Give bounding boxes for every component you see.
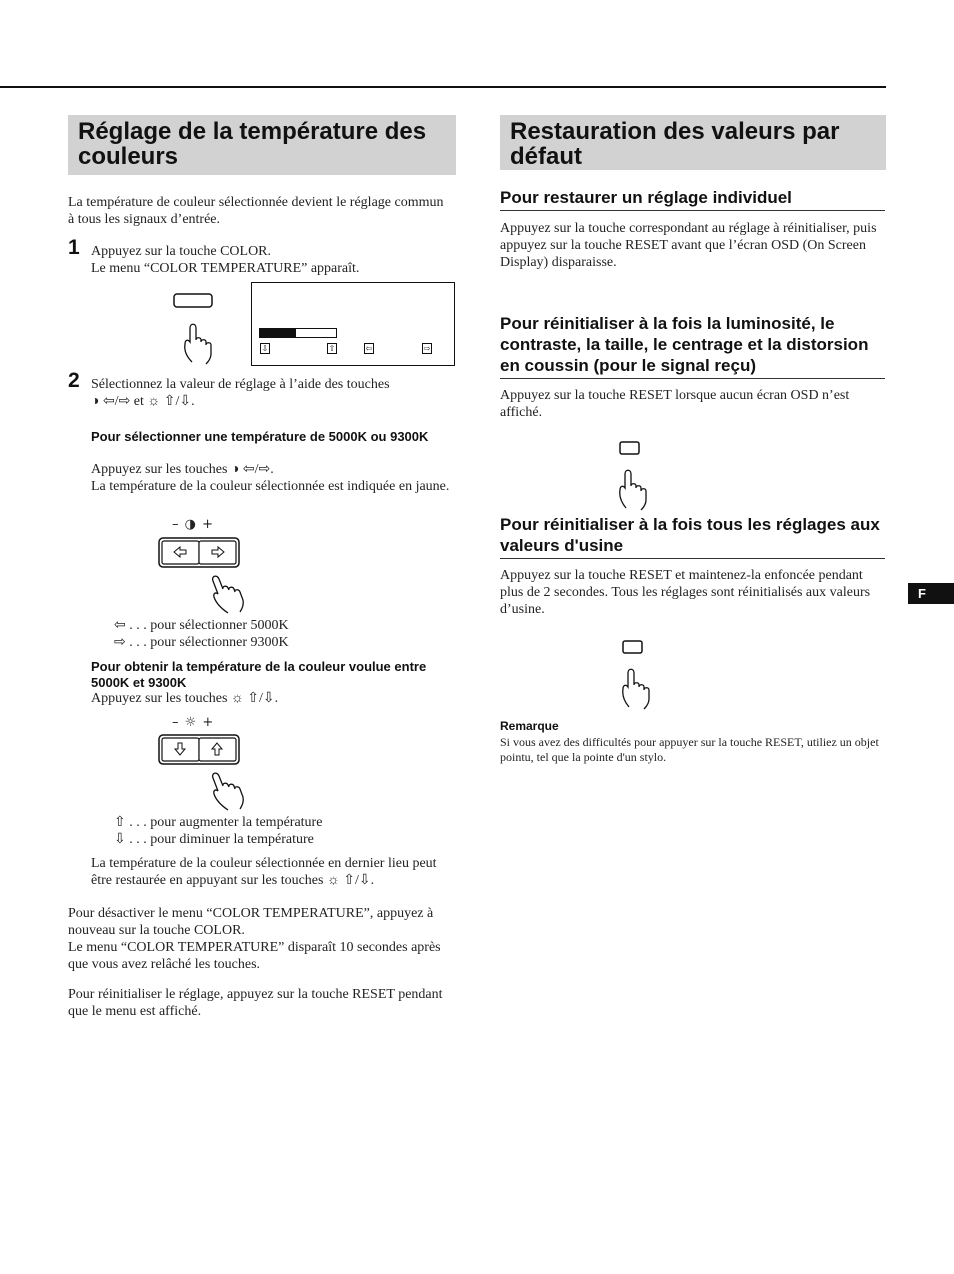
partial-reset-text: Appuyez sur la touche RESET lorsque aucun écran OSD n’est affiché.	[500, 388, 850, 420]
reset-button-illustration-1	[612, 440, 657, 510]
sub2-title: Pour obtenir la température de la couleur voulue entre 5000K et 9300K	[91, 659, 427, 690]
reset-button-shape	[620, 442, 639, 454]
language-tab: F	[908, 583, 954, 604]
legend-5000k: ⇦ . . . pour sélectionner 5000K	[114, 618, 289, 633]
legend-decrease: ⇩ . . . pour diminuer la température	[114, 832, 314, 847]
step-1-text	[91, 243, 451, 277]
deactivate-line1: Pour désactiver le menu “COLOR TEMPERATURE”, appuyez à nouveau sur la touche COLOR.	[68, 906, 434, 938]
osd-left-arrow-icon: ⇦	[365, 344, 373, 353]
osd-down-arrow-icon: ⇩	[261, 344, 269, 353]
osd-menu-screen	[251, 282, 455, 366]
pointing-hand-icon	[213, 773, 244, 810]
step-2-text	[91, 376, 451, 410]
contrast-buttons-illustration	[158, 537, 248, 615]
reset-button-illustration-2	[615, 639, 660, 709]
osd-up-arrow-icon: ⇧	[328, 344, 336, 353]
heading-individual-reset: Pour restaurer un réglage individuel	[500, 187, 885, 211]
factory-reset-text: Appuyez sur la touche RESET et maintenez-la enfoncée pendant plus de 2 secondes. Tous les réglages sont réinitialisés aux valeurs d’usine.	[500, 568, 871, 617]
osd-level-fill	[260, 329, 296, 337]
brightness-key-label: – ☼ +	[172, 715, 215, 730]
pointing-hand-icon	[620, 470, 646, 510]
color-button-illustration	[170, 292, 220, 367]
step-1-line2: Le menu “COLOR TEMPERATURE” apparaît.	[91, 261, 360, 276]
sub2-line1: Appuyez sur les touches ☼ ⇧/⇩.	[91, 691, 279, 706]
sub1-title: Pour sélectionner une température de 5000K ou 9300K	[91, 429, 429, 444]
brightness-buttons-illustration	[158, 734, 248, 812]
sub1-line1: Appuyez sur les touches ◑ ⇦/⇨.	[91, 462, 274, 477]
legend-9300k: ⇨ . . . pour sélectionner 9300K	[114, 635, 289, 650]
step-2-keys: ◑ ⇦/⇨ et ☼ ⇧/⇩.	[91, 394, 195, 409]
left-section-title: Réglage de la température des couleurs	[68, 115, 456, 175]
individual-reset-text: Appuyez sur la touche correspondant au réglage à réinitialiser, puis appuyez sur la touche RESET avant que l’écran OSD (On Screen Display) disparaisse.	[500, 221, 877, 270]
osd-right-arrow-icon: ⇨	[423, 344, 431, 353]
heading-factory-reset: Pour réinitialiser à la fois tous les réglages aux valeurs d'usine	[500, 514, 885, 559]
reset-text: Pour réinitialiser le réglage, appuyez sur la touche RESET pendant que le menu est affiché.	[68, 987, 443, 1019]
deactivate-text	[68, 905, 453, 973]
left-intro: La température de couleur sélectionnée devient le réglage commun à tous les signaux d’entrée.	[68, 195, 444, 227]
note-text: Si vous avez des difficultés pour appuyer sur la touche RESET, utiliez un objet pointu, tel que la pointe d'un stylo.	[500, 735, 879, 764]
step-1-line1: Appuyez sur la touche COLOR.	[91, 244, 272, 259]
sub1-legend	[114, 617, 414, 651]
step-2-number: 2	[68, 369, 80, 392]
note-title: Remarque	[500, 719, 559, 733]
sub2-legend	[114, 814, 414, 848]
sub1-line2: La température de la couleur sélectionnée est indiquée en jaune.	[91, 479, 450, 494]
right-section-title: Restauration des valeurs par défaut	[500, 115, 886, 170]
step-2-line1: Sélectionnez la valeur de réglage à l’aide des touches	[91, 377, 390, 392]
sub1-text	[91, 461, 451, 495]
pointing-hand-icon	[623, 669, 649, 709]
reset-button-shape	[623, 641, 642, 653]
color-button-shape	[174, 294, 212, 307]
pointing-hand-icon	[213, 576, 244, 613]
sub2-restore-text: La température de la couleur sélectionnée en dernier lieu peut être restaurée en appuyant sur les touches ☼ ⇧/⇩.	[91, 856, 437, 888]
pointing-hand-icon	[185, 324, 211, 364]
legend-increase: ⇧ . . . pour augmenter la température	[114, 815, 323, 830]
top-rule	[0, 86, 886, 88]
heading-partial-reset: Pour réinitialiser à la fois la luminosité, le contraste, la taille, le centrage et la distorsion en coussin (pour le signal reçu)	[500, 313, 885, 379]
osd-level-bar	[259, 328, 337, 338]
contrast-key-label: – ◑ +	[172, 517, 215, 532]
step-1-number: 1	[68, 236, 80, 259]
deactivate-line2: Le menu “COLOR TEMPERATURE” disparaît 10 secondes après que vous avez relâché les touches.	[68, 940, 441, 972]
